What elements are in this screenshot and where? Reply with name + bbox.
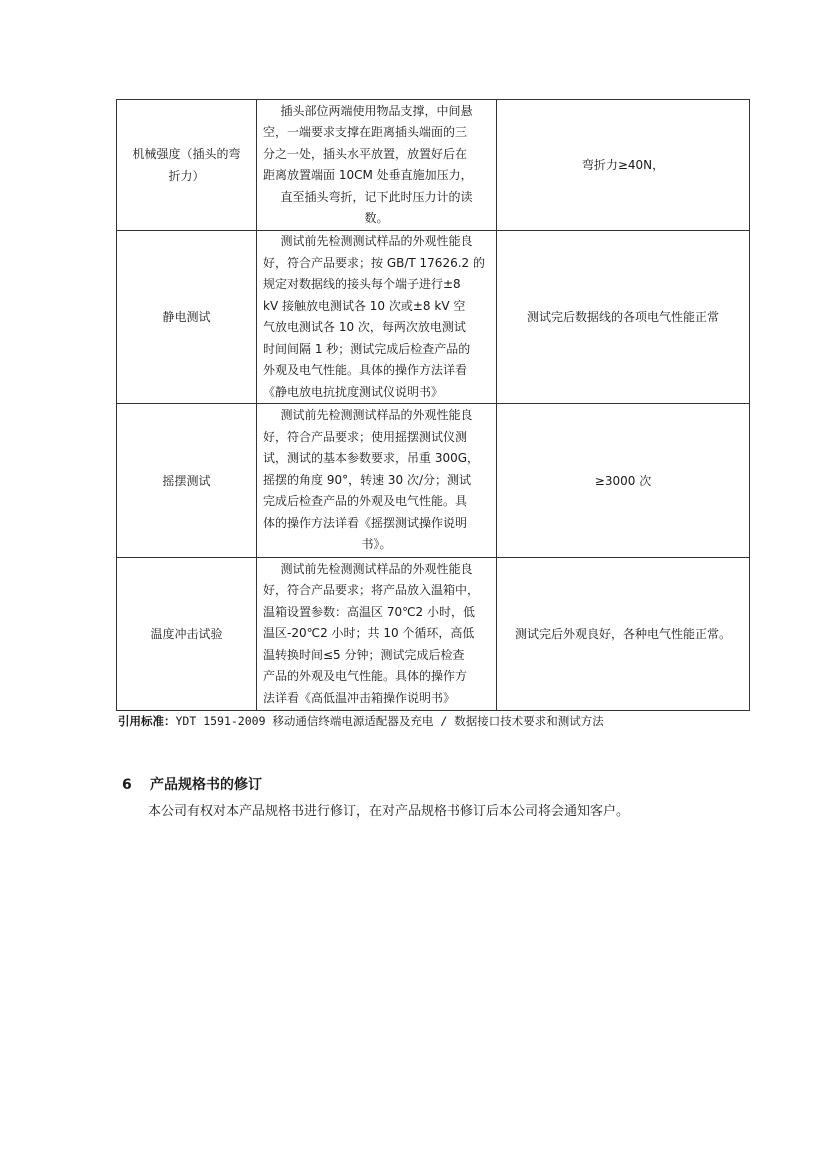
test-requirement-cell: ≥3000 次 xyxy=(497,404,750,558)
test-method-line: 温转换时间≤5 分钟；测试完成后检查 xyxy=(263,647,465,662)
citation-label: 引用标准： xyxy=(118,714,176,728)
test-item-cell xyxy=(117,100,257,231)
test-method-line: 好，符合产品要求；使用摇摆测试仪测 xyxy=(263,429,468,444)
section-title: 产品规格书的修订 xyxy=(150,777,262,793)
test-specification-table xyxy=(116,99,750,711)
test-method-line: 时间间隔 1 秒；测试完成后检查产品的 xyxy=(263,341,471,356)
test-method-line: 插头部位两端使用物品支撑，中间悬 xyxy=(280,103,473,118)
test-method-line: 完成后检查产品的外观及电气性能。具 xyxy=(263,494,468,509)
test-method-cell xyxy=(257,558,497,711)
test-method-line: 书》。 xyxy=(361,537,392,552)
test-method-line: 法详看《高低温冲击箱操作说明书》 xyxy=(263,690,456,705)
test-method-line: 体的操作方法详看《摇摆测试操作说明 xyxy=(263,515,468,530)
test-method-line: 外观及电气性能。具体的操作方法详看 xyxy=(263,363,468,377)
test-requirement-cell: 弯折力≥40N， xyxy=(497,100,750,231)
test-method-line: 好，符合产品要求；按 GB/T 17626.2 的 xyxy=(263,255,485,270)
test-method-line: 温箱设置参数：高温区 70℃2 小时，低 xyxy=(263,604,476,619)
test-method-cell xyxy=(257,404,497,558)
test-method-cell xyxy=(257,231,497,404)
test-item-cell xyxy=(117,404,257,558)
section-heading xyxy=(122,774,262,794)
test-method-line: 分之一处，插头水平放置，放置好后在 xyxy=(263,146,468,161)
test-method-line: 摇摆的角度 90°，转速 30 次/分；测试 xyxy=(263,472,472,487)
test-method-line: 温区-20℃2 小时；共 10 个循环，高低 xyxy=(263,626,475,641)
table-row xyxy=(117,404,750,558)
test-item-line: 机械强度（插头的弯 xyxy=(132,147,241,161)
test-method-line: 好，符合产品要求；将产品放入温箱中， xyxy=(263,583,480,598)
test-item-line: 摇摆测试 xyxy=(162,473,211,488)
section-body: 本公司有权对本产品规格书进行修订，在对产品规格书修订后本公司将会通知客户。 xyxy=(148,804,630,819)
test-requirement-cell: 测试完后外观良好，各种电气性能正常。 xyxy=(497,558,750,711)
test-method-line: 距离放置端面 10CM 处垂直施加压力， xyxy=(263,168,473,182)
citation-text: YDT 1591-2009 移动通信终端电源适配器及充电 / 数据接口技术要求和测试方法 xyxy=(175,714,604,728)
test-method-line: 产品的外观及电气性能。具体的操作方 xyxy=(263,669,468,684)
test-method-line: 测试前先检测测试样品的外观性能良 xyxy=(280,561,473,576)
test-method-line: 测试前先检测测试样品的外观性能良 xyxy=(280,408,473,423)
test-item-cell xyxy=(117,231,257,404)
table-row xyxy=(117,558,750,711)
test-method-line: kV 接触放电测试各 10 次或±8 kV 空 xyxy=(263,298,466,313)
test-method-line: 直至插头弯折，记下此时压力计的读 xyxy=(280,189,473,204)
citation-line xyxy=(118,713,604,729)
test-method-line: 试，测试的基本参数要求，吊重 300G， xyxy=(263,451,480,466)
test-method-line: 气放电测试各 10 次，每两次放电测试 xyxy=(263,320,466,334)
test-method-line: 测试前先检测测试样品的外观性能良 xyxy=(280,234,473,248)
test-item-cell xyxy=(117,558,257,711)
test-method-line: 空，一端要求支撑在距离插头端面的三 xyxy=(263,125,468,139)
section-number: 6 xyxy=(122,777,132,793)
table-row xyxy=(117,231,750,404)
test-method-line: 数。 xyxy=(364,211,389,225)
test-method-line: 《静电放电抗扰度测试仪说明书》 xyxy=(263,384,444,399)
table-row xyxy=(117,100,750,231)
test-method-line: 规定对数据线的接头每个端子进行±8 xyxy=(263,277,461,291)
test-item-line: 静电测试 xyxy=(162,310,211,324)
test-requirement-cell: 测试完后数据线的各项电气性能正常 xyxy=(497,231,750,404)
test-item-line: 折力） xyxy=(168,169,205,183)
test-item-line: 温度冲击试验 xyxy=(150,627,223,641)
test-method-cell xyxy=(257,100,497,231)
